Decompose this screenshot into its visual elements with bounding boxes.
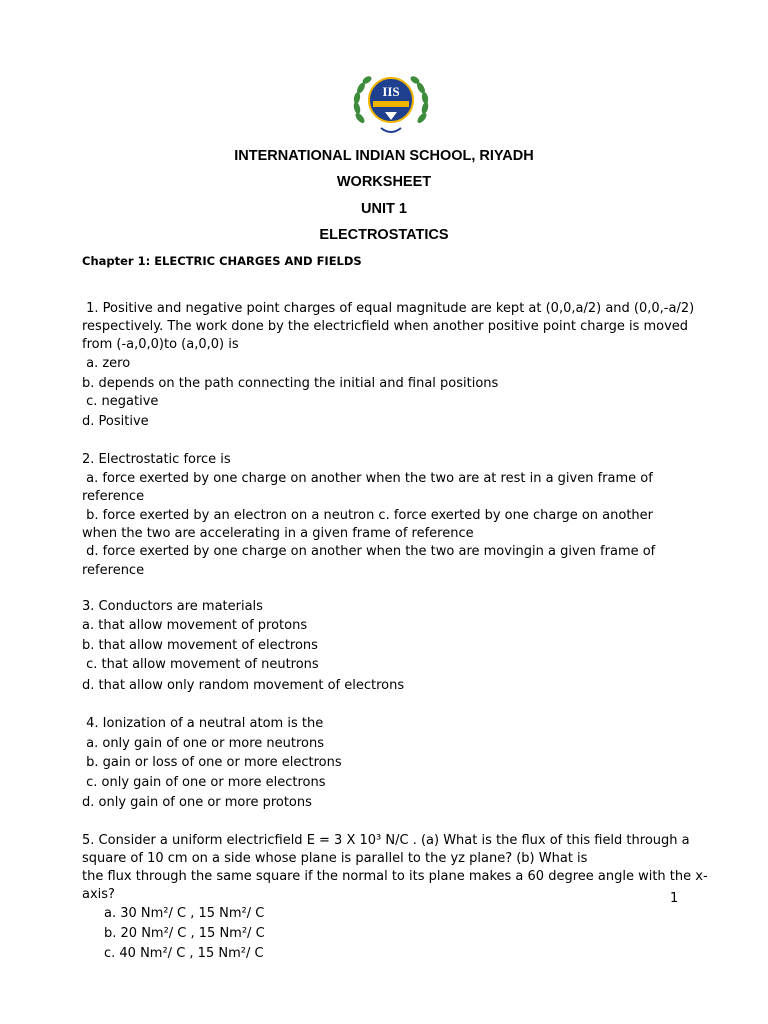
q4-stem: 4. Ionization of a neutral atom is the: [82, 716, 324, 731]
q1-option-a: a. zero: [82, 356, 131, 371]
q5-line3: the flux through the same square if the normal to its plane makes a 60 degree angle with the x-: [82, 869, 708, 884]
q5-line4: axis?: [82, 887, 115, 902]
school-logo: [348, 70, 434, 136]
q4-option-c: c. only gain of one or more electrons: [82, 775, 326, 790]
q2-option-b-line2: when the two are accelerating in a given frame of reference: [82, 526, 474, 541]
unit-title: UNIT 1: [361, 201, 407, 217]
chapter-title: Chapter 1: ELECTRIC CHARGES AND FIELDS: [82, 254, 362, 268]
q3-option-a: a. that allow movement of protons: [82, 618, 308, 633]
school-name: INTERNATIONAL INDIAN SCHOOL, RIYADH: [234, 148, 534, 164]
q1-line3: from (-a,0,0)to (a,0,0) is: [82, 337, 239, 352]
q2-option-d-line2: reference: [82, 563, 145, 578]
q2-option-b-line1: b. force exerted by an electron on a neutron c. force exerted by one charge on another: [82, 508, 654, 523]
q5-line2: square of 10 cm on a side whose plane is parallel to the yz plane? (b) What is: [82, 851, 588, 866]
subject-title: ELECTROSTATICS: [319, 227, 449, 243]
q2-option-a-line1: a. force exerted by one charge on another when the two are at rest in a given frame of: [82, 471, 653, 486]
q5-option-b: b. 20 Nm²/ C , 15 Nm²/ C: [104, 926, 265, 941]
q5-option-c: c. 40 Nm²/ C , 15 Nm²/ C: [104, 946, 264, 961]
logo-text: IIS: [382, 84, 400, 99]
q2-option-a-line2: reference: [82, 489, 145, 504]
q5-option-a: a. 30 Nm²/ C , 15 Nm²/ C: [104, 906, 265, 921]
q4-option-a: a. only gain of one or more neutrons: [82, 736, 325, 751]
q1-line2: respectively. The work done by the electricfield when another positive point charge is moved: [82, 319, 689, 334]
q3-option-c: c. that allow movement of neutrons: [82, 657, 319, 672]
q3-stem: 3. Conductors are materials: [82, 599, 263, 614]
q5-line1: 5. Consider a uniform electricfield E = 3 X 10³ N/C . (a) What is the flux of this field through a: [82, 833, 690, 848]
q4-option-b: b. gain or loss of one or more electrons: [82, 755, 342, 770]
q1-line1: 1. Positive and negative point charges of equal magnitude are kept at (0,0,a/2) and (0,0,-a/2): [82, 301, 695, 316]
q4-option-d: d. only gain of one or more protons: [82, 795, 312, 810]
doc-type: WORKSHEET: [336, 174, 432, 190]
q2-option-d-line1: d. force exerted by one charge on another when the two are movingin a given frame of: [82, 544, 656, 559]
q1-option-c: c. negative: [82, 394, 159, 409]
q1-option-d: d. Positive: [82, 414, 149, 429]
page-number: 1: [670, 891, 679, 906]
q3-option-d: d. that allow only random movement of electrons: [82, 678, 405, 693]
q3-option-b: b. that allow movement of electrons: [82, 638, 318, 653]
q1-option-b: b. depends on the path connecting the initial and final positions: [82, 376, 499, 391]
q2-stem: 2. Electrostatic force is: [82, 452, 231, 467]
